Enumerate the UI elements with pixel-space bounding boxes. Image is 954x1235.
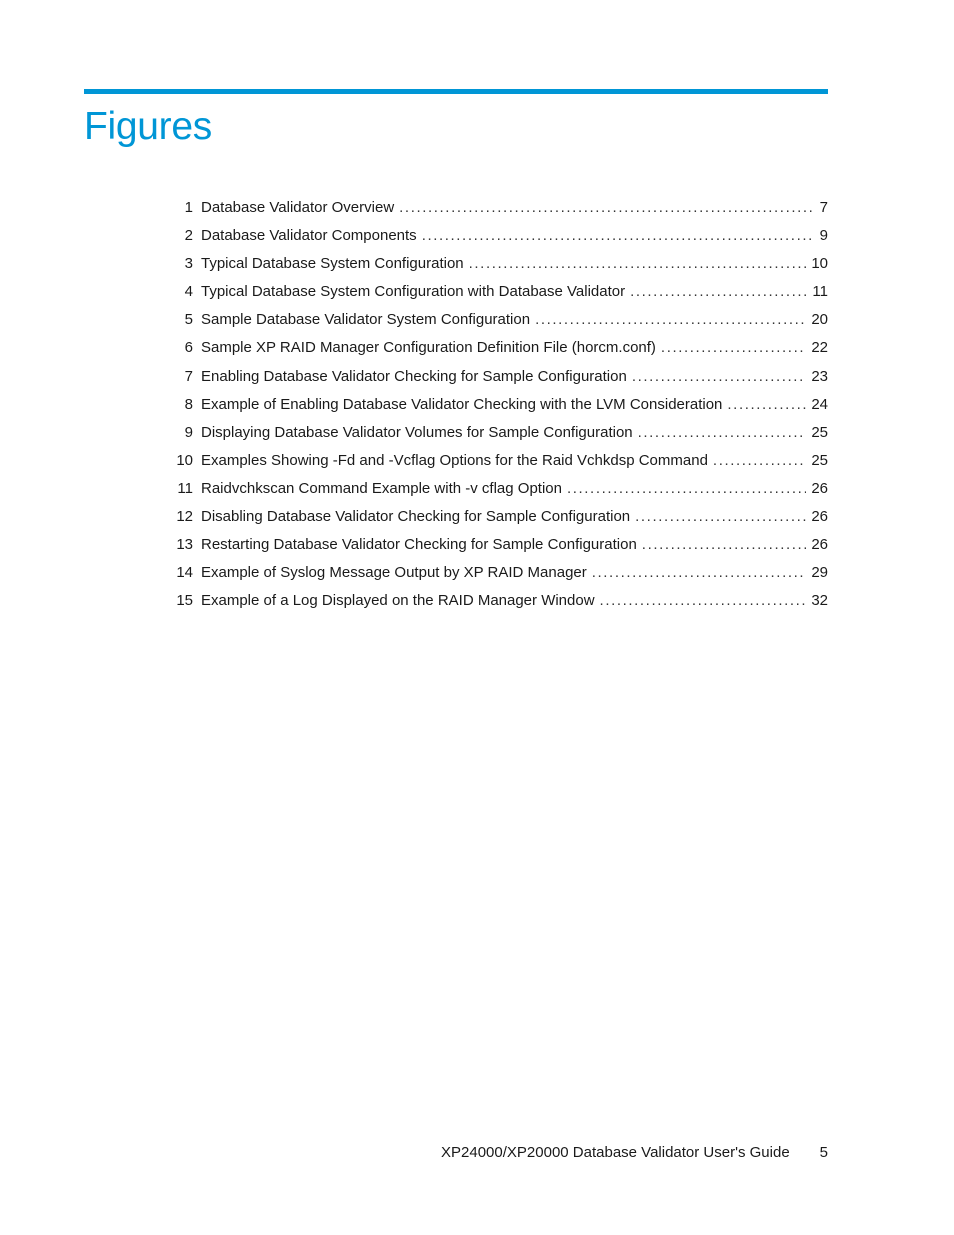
figure-title: Restarting Database Validator Checking for Sample Configuration bbox=[201, 536, 637, 554]
dot-leader bbox=[630, 278, 807, 306]
figure-number: 6 bbox=[184, 339, 193, 357]
figure-number: 9 bbox=[184, 423, 193, 441]
figure-entry[interactable] bbox=[168, 306, 828, 334]
figure-page-number: 25 bbox=[811, 423, 828, 441]
figure-page-number: 10 bbox=[811, 255, 828, 273]
figure-title: Enabling Database Validator Checking for Sample Configuration bbox=[201, 367, 627, 385]
figure-number: 15 bbox=[176, 592, 193, 610]
figure-entry[interactable] bbox=[168, 278, 828, 306]
figure-title: Displaying Database Validator Volumes for Sample Configuration bbox=[201, 423, 633, 441]
figure-page-number: 22 bbox=[811, 339, 828, 357]
dot-leader bbox=[632, 363, 807, 391]
figure-title: Database Validator Components bbox=[201, 227, 417, 245]
header-rule bbox=[84, 89, 828, 94]
dot-leader bbox=[592, 559, 807, 587]
dot-leader bbox=[535, 306, 806, 334]
figure-number: 4 bbox=[184, 283, 193, 301]
figure-number: 14 bbox=[176, 564, 193, 582]
figure-page-number: 32 bbox=[811, 592, 828, 610]
figure-number: 8 bbox=[184, 395, 193, 413]
figure-title: Raidvchkscan Command Example with -v cflag Option bbox=[201, 479, 562, 497]
figure-entry[interactable] bbox=[168, 419, 828, 447]
figure-entry[interactable] bbox=[168, 559, 828, 587]
figure-title: Example of Enabling Database Validator Checking with the LVM Consideration bbox=[201, 395, 723, 413]
figure-title: Typical Database System Configuration with Database Validator bbox=[201, 283, 626, 301]
figure-title: Example of Syslog Message Output by XP RAID Manager bbox=[201, 564, 587, 582]
dot-leader bbox=[638, 419, 807, 447]
dot-leader bbox=[661, 334, 806, 362]
figure-title: Example of a Log Displayed on the RAID Manager Window bbox=[201, 592, 595, 610]
footer-page-number: 5 bbox=[819, 1144, 828, 1161]
dot-leader bbox=[399, 194, 815, 222]
figure-entry[interactable] bbox=[168, 250, 828, 278]
figure-entry[interactable] bbox=[168, 503, 828, 531]
figure-page-number: 26 bbox=[811, 536, 828, 554]
figure-title: Examples Showing -Fd and -Vcflag Options for the Raid Vchkdsp Command bbox=[201, 451, 708, 469]
figure-entry[interactable] bbox=[168, 475, 828, 503]
figure-entry[interactable] bbox=[168, 587, 828, 615]
figure-page-number: 11 bbox=[812, 283, 828, 301]
figure-page-number: 20 bbox=[811, 311, 828, 329]
figure-page-number: 24 bbox=[811, 395, 828, 413]
figure-page-number: 9 bbox=[819, 227, 828, 245]
dot-leader bbox=[422, 222, 815, 250]
figure-number: 2 bbox=[184, 227, 193, 245]
figure-number: 1 bbox=[184, 199, 193, 216]
dot-leader bbox=[713, 447, 806, 475]
figure-entry[interactable] bbox=[168, 363, 828, 391]
figure-entry[interactable] bbox=[168, 531, 828, 559]
figure-title: Sample XP RAID Manager Configuration Definition File (horcm.conf) bbox=[201, 339, 656, 357]
figure-number: 7 bbox=[184, 367, 193, 385]
dot-leader bbox=[635, 503, 806, 531]
dot-leader bbox=[567, 475, 806, 503]
figure-entry[interactable] bbox=[168, 447, 828, 475]
figure-title: Sample Database Validator System Configuration bbox=[201, 311, 531, 329]
figure-page-number: 29 bbox=[811, 564, 828, 582]
figure-page-number: 23 bbox=[811, 367, 828, 385]
figure-entry[interactable] bbox=[168, 391, 828, 419]
dot-leader bbox=[469, 250, 807, 278]
figure-page-number: 26 bbox=[811, 508, 828, 526]
figure-page-number: 7 bbox=[819, 199, 828, 216]
figure-number: 13 bbox=[176, 536, 193, 554]
dot-leader bbox=[727, 391, 806, 419]
figure-number: 12 bbox=[176, 508, 193, 526]
page-footer bbox=[380, 1142, 828, 1164]
figure-entry[interactable] bbox=[168, 222, 828, 250]
figure-title: Typical Database System Configuration bbox=[201, 255, 464, 273]
figure-page-number: 26 bbox=[811, 479, 828, 497]
figure-entry[interactable] bbox=[168, 334, 828, 362]
dot-leader bbox=[642, 531, 807, 559]
figure-number: 5 bbox=[184, 311, 193, 329]
figure-list bbox=[168, 194, 828, 615]
figure-title: Disabling Database Validator Checking for Sample Configuration bbox=[201, 508, 631, 526]
footer-doc-title: XP24000/XP20000 Database Validator User's Guide bbox=[441, 1144, 790, 1161]
figure-title: Database Validator Overview bbox=[201, 199, 395, 216]
dot-leader bbox=[600, 587, 807, 615]
figure-number: 11 bbox=[177, 479, 193, 497]
page-title: Figures bbox=[84, 105, 212, 148]
figure-entry[interactable] bbox=[168, 194, 828, 222]
figure-page-number: 25 bbox=[811, 451, 828, 469]
figure-number: 10 bbox=[176, 451, 193, 469]
figure-number: 3 bbox=[184, 255, 193, 273]
